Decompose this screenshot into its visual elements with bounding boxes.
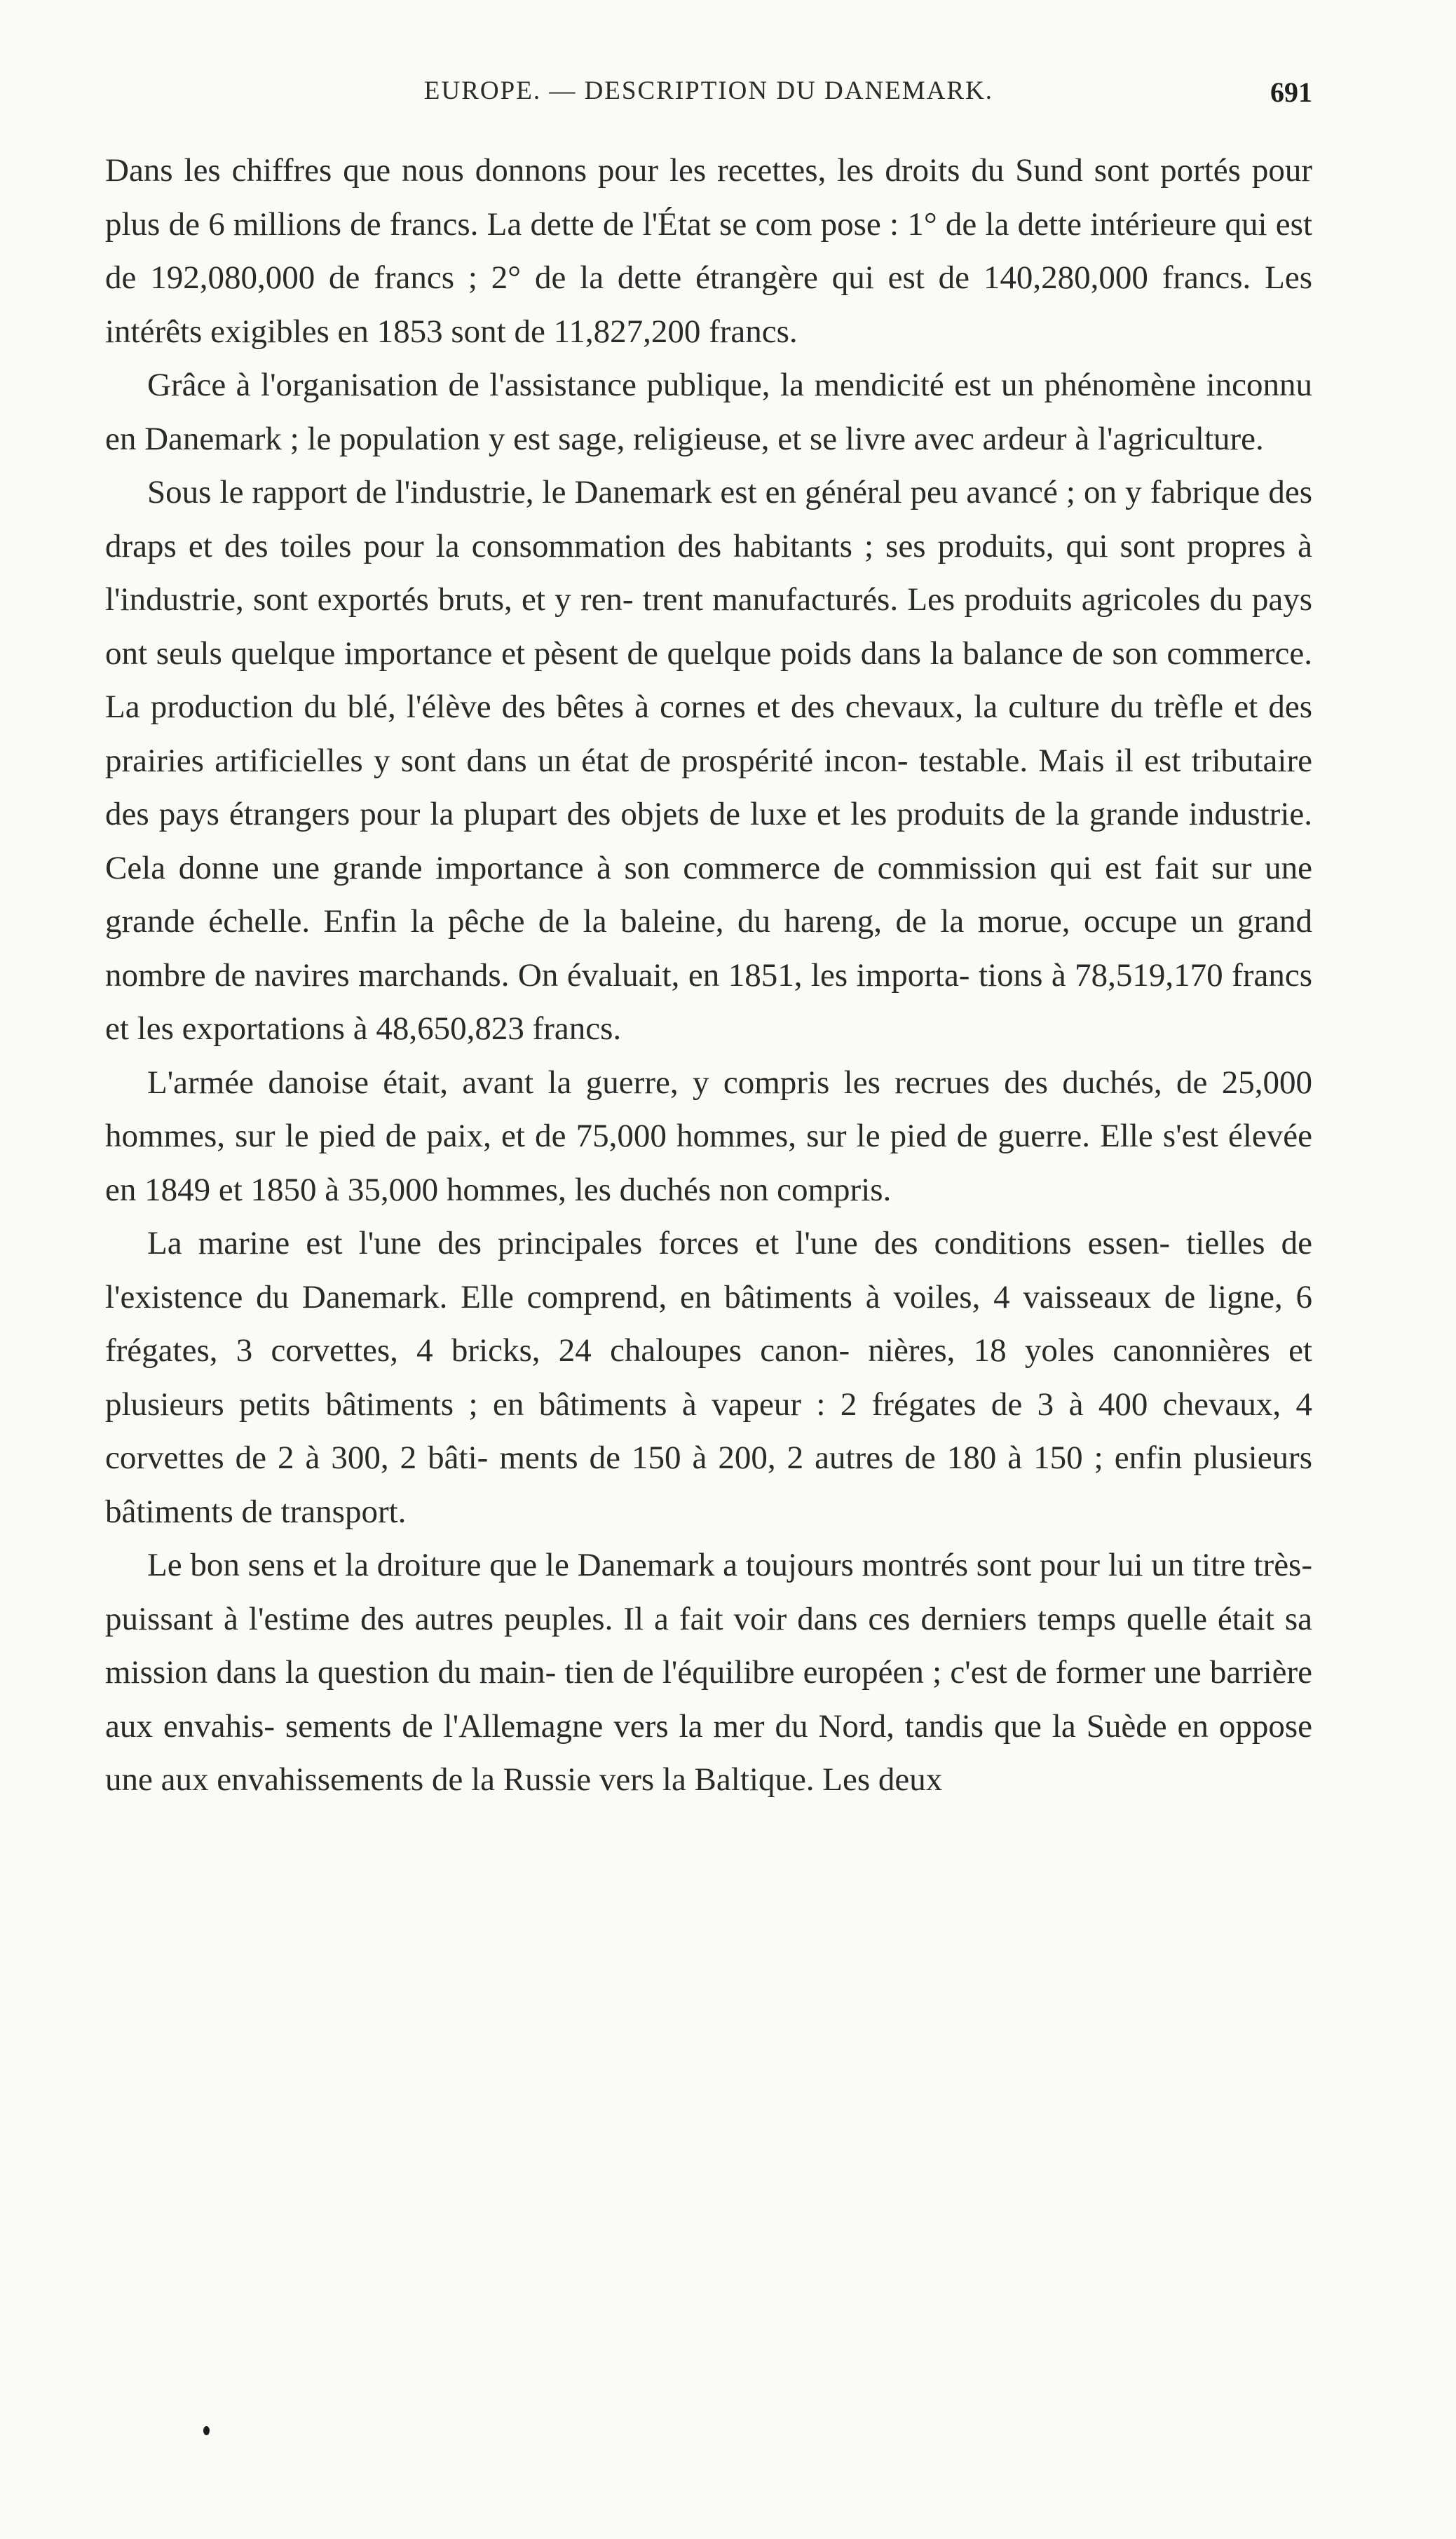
page-number: 691 (1270, 76, 1312, 108)
paragraph-navy: La marine est l'une des principales forces et l'une des conditions essen- tielles de l'existence du Danemark. Elle comprend, en bâtiments à voiles, 4 vaisseaux de ligne, 6 frégates, 3 corvettes, 4 bricks, 24 chaloupes canon- nières, 18 yoles canonnières et plusieurs petits bâtiments ; en bâtiments à vapeur : 2 frégates de 3 à 400 chevaux, 4 corvettes de 2 à 300, 2 bâti- ments de 150 à 200, 2 autres de 180 à 150 ; enfin plusieurs bâtiments de transport. (105, 1225, 1312, 1530)
paragraph-finances: Dans les chiffres que nous donnons pour les recettes, les droits du Sund sont portés pour plus de 6 millions de francs. La dette de l'État se com pose : 1° de la dette intérieure qui est de 192,080,000 de francs ; 2° de la dette étrangère qui est de 140,280,000 francs. Les intérêts exigibles en 1853 sont de 11,827,200 francs. (105, 152, 1312, 350)
body-text (105, 144, 1312, 1807)
paragraph-army: L'armée danoise était, avant la guerre, y compris les recrues des duchés, de 25,000 hommes, sur le pied de paix, et de 75,000 hommes, sur le pied de guerre. Elle s'est élevée en 1849 et 1850 à 35,000 hommes, les duchés non compris. (105, 1064, 1312, 1208)
page-header (105, 76, 1312, 118)
paragraph-assistance: Grâce à l'organisation de l'assistance publique, la mendicité est un phénomène inconnu en Danemark ; le population y est sage, religieuse, et se livre avec ardeur à l'agriculture. (105, 367, 1312, 457)
paragraph-industry: Sous le rapport de l'industrie, le Danemark est en général peu avancé ; on y fabrique des draps et des toiles pour la consommation des habitants ; ses produits, qui sont propres à l'industrie, sont exportés bruts, et y ren- trent manufacturés. Les produits agricoles du pays ont seuls quelque importance et pèsent de quelque poids dans la balance de son commerce. La production du blé, l'élève des bêtes à cornes et des chevaux, la culture du trèfle et des prairies artificielles y sont dans un état de prospérité incon- testable. Mais il est tributaire des pays étrangers pour la plupart des objets de luxe et les produits de la grande industrie. Cela donne une grande importance à son commerce de commission qui est fait sur une grande échelle. Enfin la pêche de la baleine, du hareng, de la morue, occupe un grand nombre de navires marchands. On évaluait, en 1851, les importa- tions à 78,519,170 francs et les exportations à 48,650,823 francs. (105, 474, 1312, 1047)
running-title: EUROPE. — DESCRIPTION DU DANEMARK. (423, 76, 994, 105)
ink-spot (203, 2426, 210, 2435)
paragraph-politics: Le bon sens et la droiture que le Danemark a toujours montrés sont pour lui un titre très-puissant à l'estime des autres peuples. Il a fait voir dans ces derniers temps quelle était sa mission dans la question du main- tien de l'équilibre européen ; c'est de former une barrière aux envahis- sements de l'Allemagne vers la mer du Nord, tandis que la Suède en oppose une aux envahissements de la Russie vers la Baltique. Les deux (105, 1547, 1312, 1798)
